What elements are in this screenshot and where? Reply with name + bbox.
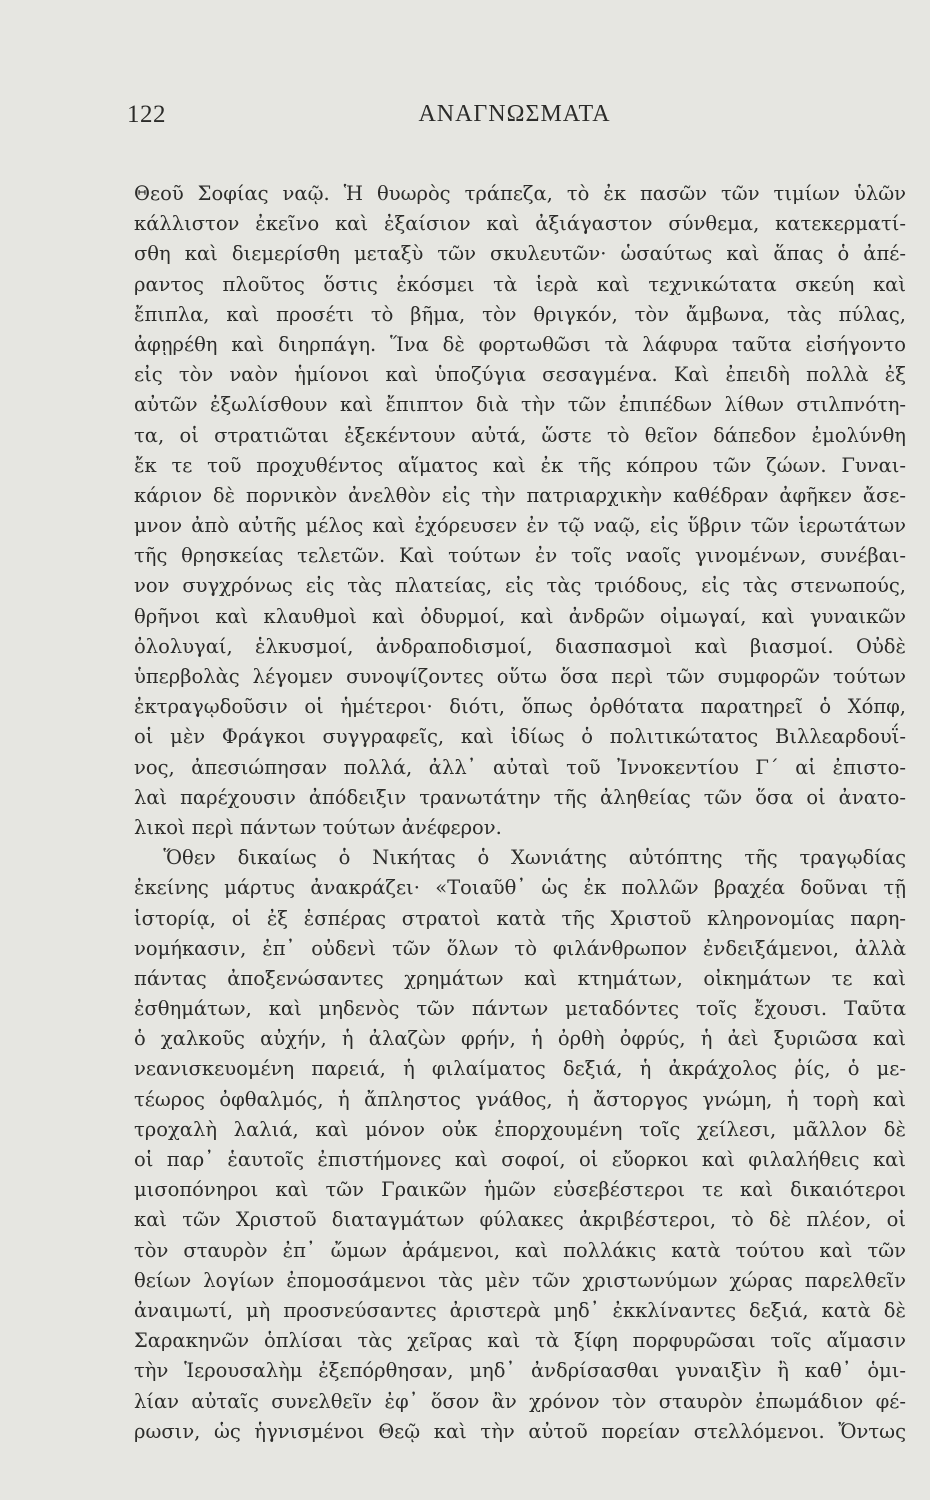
text-line: Ὅθεν δικαίως ὁ Νικήτας ὁ Χωνιάτης αὐτόπτης τῆς τραγῳδίας	[163, 846, 906, 870]
text-line: αὐτῶν ἐξωλίσθουν καὶ ἔπιπτον διὰ τὴν τῶν ἐπιπέδων λίθων στιλπνότη-	[134, 393, 906, 417]
text-line: εἰς τὸν ναὸν ἡμίονοι καὶ ὑποζύγια σεσαγμένα. Καὶ ἐπειδὴ πολλὰ ἐξ	[134, 363, 906, 387]
text-line: θρῆνοι καὶ κλαυθμοὶ καὶ ὀδυρμοί, καὶ ἀνδρῶν οἰμωγαί, καὶ γυναικῶν	[134, 604, 906, 628]
running-head: ΑΝΑΓΝΩΣΜΑΤΑ	[418, 101, 611, 127]
page-number: 122	[127, 101, 166, 128]
text-line: ὑπερβολὰς λέγομεν συνοψίζοντες οὕτω ὅσα περὶ τῶν συμφορῶν τούτων	[134, 665, 906, 688]
text-line: ἐκτραγῳδοῦσιν οἱ ἡμέτεροι· διότι, ὅπως ὀρθότατα παρατηρεῖ ὁ Χόπφ,	[134, 695, 906, 719]
text-line: Θεοῦ Σοφίας ναῷ. Ἡ θυωρὸς τράπεζα, τὸ ἐκ πασῶν τῶν τιμίων ὑλῶν	[134, 182, 906, 205]
text-line: θείων λογίων ἐπομοσάμενοι τὰς μὲν τῶν χριστωνύμων χώρας παρελθεῖν	[134, 1268, 906, 1292]
text-line: ἀφῃρέθη καὶ διηρπάγη. Ἵνα δὲ φορτωθῶσι τὰ λάφυρα ταῦτα εἰσήγοντο	[134, 332, 906, 356]
text-line: τα, οἱ στρατιῶται ἐξεκέντουν αὐτά, ὥστε τὸ θεῖον δάπεδον ἐμολύνθη	[134, 423, 906, 447]
text-line: Σαρακηνῶν ὁπλίσαι τὰς χεῖρας καὶ τὰ ξίφη πορφυρῶσαι τοῖς αἵμασιν	[134, 1329, 906, 1353]
text-line: ἀναιμωτί, μὴ προσνεύσαντες ἀριστερὰ μηδ᾽ ἐκκλίναντες δεξιά, κατὰ δὲ	[134, 1298, 906, 1322]
text-line: ἔπιπλα, καὶ προσέτι τὸ βῆμα, τὸν θριγκόν, τὸν ἄμβωνα, τὰς πύλας,	[134, 302, 906, 326]
text-line: κάλλιστον ἐκεῖνο καὶ ἐξαίσιον καὶ ἀξιάγαστον σύνθεμα, κατεκερματί-	[134, 212, 906, 236]
text-line: ρωσιν, ὡς ἡγνισμένοι Θεῷ καὶ τὴν αὐτοῦ πορείαν στελλόμενοι. Ὄντως	[134, 1419, 906, 1443]
text-line: ἐσθημάτων, καὶ μηδενὸς τῶν πάντων μεταδόντες τοῖς ἔχουσι. Ταῦτα	[134, 997, 906, 1021]
text-line: ραντος πλοῦτος ὅστις ἐκόσμει τὰ ἱερὰ καὶ τεχνικώτατα σκεύη καὶ	[134, 272, 906, 296]
body-text	[134, 179, 906, 1447]
text-line: τροχαλὴ λαλιά, καὶ μόνον οὐκ ἐπορχουμένη τοῖς χείλεσι, μᾶλλον δὲ	[134, 1117, 906, 1141]
text-line: πάντας ἀποξενώσαντες χρημάτων καὶ κτημάτων, οἰκημάτων τε καὶ	[134, 966, 906, 990]
page-header	[127, 101, 902, 141]
text-line: νεανισκευομένη παρειά, ἡ φιλαίματος δεξιά, ἡ ἀκράχολος ῥίς, ὁ με-	[134, 1057, 906, 1081]
text-line: τὴν Ἱερουσαλὴμ ἐξεπόρθησαν, μηδ᾽ ἀνδρίσασθαι γυναιξὶν ἢ καθ᾽ ὁμι-	[134, 1359, 906, 1383]
text-line: τέωρος ὀφθαλμός, ἡ ἄπληστος γνάθος, ἡ ἄστοργος γνώμη, ἡ τορὴ καὶ	[134, 1087, 906, 1111]
text-line: τῆς θρησκείας τελετῶν. Καὶ τούτων ἐν τοῖς ναοῖς γινομένων, συνέβαι-	[134, 544, 906, 568]
text-line: λίαν αὐταῖς συνελθεῖν ἐφ᾽ ὅσον ἂν χρόνον τὸν σταυρὸν ἐπωμάδιον φέ-	[134, 1389, 906, 1413]
text-line: κάριον δὲ πορνικὸν ἀνελθὸν εἰς τὴν πατριαρχικὴν καθέδραν ἀφῆκεν ἄσε-	[134, 483, 906, 507]
text-line: λικοὶ περὶ πάντων τούτων ἀνέφερον.	[134, 815, 502, 839]
text-line: νος, ἀπεσιώπησαν πολλά, ἀλλ᾽ αὐταὶ τοῦ Ἰννοκεντίου Γ´ αἱ ἐπιστο-	[134, 755, 906, 779]
text-line: σθη καὶ διεμερίσθη μεταξὺ τῶν σκυλευτῶν· ὡσαύτως καὶ ἅπας ὁ ἀπέ-	[134, 242, 906, 266]
text-line: οἱ μὲν Φράγκοι συγγραφεῖς, καὶ ἰδίως ὁ πολιτικώτατος Βιλλεαρδουΐ-	[134, 725, 906, 749]
text-line: νον συγχρόνως εἰς τὰς πλατείας, εἰς τὰς τριόδους, εἰς τὰς στενωπούς,	[134, 574, 906, 598]
text-line: καὶ τῶν Χριστοῦ διαταγμάτων φύλακες ἀκριβέστεροι, τὸ δὲ πλέον, οἱ	[134, 1208, 906, 1232]
text-line: ἔκ τε τοῦ προχυθέντος αἵματος καὶ ἐκ τῆς κόπρου τῶν ζώων. Γυναι-	[134, 453, 906, 477]
text-line: μνον ἀπὸ αὐτῆς μέλος καὶ ἐχόρευσεν ἐν τῷ ναῷ, εἰς ὕβριν τῶν ἱερωτάτων	[134, 514, 906, 538]
text-line: νομήκασιν, ἐπ᾽ οὐδενὶ τῶν ὅλων τὸ φιλάνθρωπον ἐνδειξάμενοι, ἀλλὰ	[134, 936, 906, 960]
text-line: ἱστορίᾳ, οἱ ἐξ ἑσπέρας στρατοὶ κατὰ τῆς Χριστοῦ κληρονομίας παρη-	[134, 906, 906, 930]
text-line: μισοπόνηροι καὶ τῶν Γραικῶν ἡμῶν εὐσεβέστεροι τε καὶ δικαιότεροι	[134, 1178, 906, 1202]
text-line: λαὶ παρέχουσιν ἀπόδειξιν τρανωτάτην τῆς ἀληθείας τῶν ὅσα οἱ ἀνατο-	[134, 785, 906, 809]
text-line: οἱ παρ᾽ ἑαυτοῖς ἐπιστήμονες καὶ σοφοί, οἱ εὔορκοι καὶ φιλαλήθεις καὶ	[134, 1148, 906, 1171]
text-line: ὀλολυγαί, ἑλκυσμοί, ἀνδραποδισμοί, διασπασμοὶ καὶ βιασμοί. Οὐδὲ	[134, 634, 906, 658]
text-line: τὸν σταυρὸν ἐπ᾽ ὤμων ἀράμενοι, καὶ πολλάκις κατὰ τούτου καὶ τῶν	[134, 1238, 906, 1262]
text-line: ἐκείνης μάρτυς ἀνακράζει· «Τοιαῦθ᾽ ὡς ἐκ πολλῶν βραχέα δοῦναι τῇ	[134, 876, 906, 900]
text-line: ὁ χαλκοῦς αὐχήν, ἡ ἀλαζὼν φρήν, ἡ ὀρθὴ ὀφρύς, ἡ ἀεὶ ξυριῶσα καὶ	[134, 1027, 906, 1051]
